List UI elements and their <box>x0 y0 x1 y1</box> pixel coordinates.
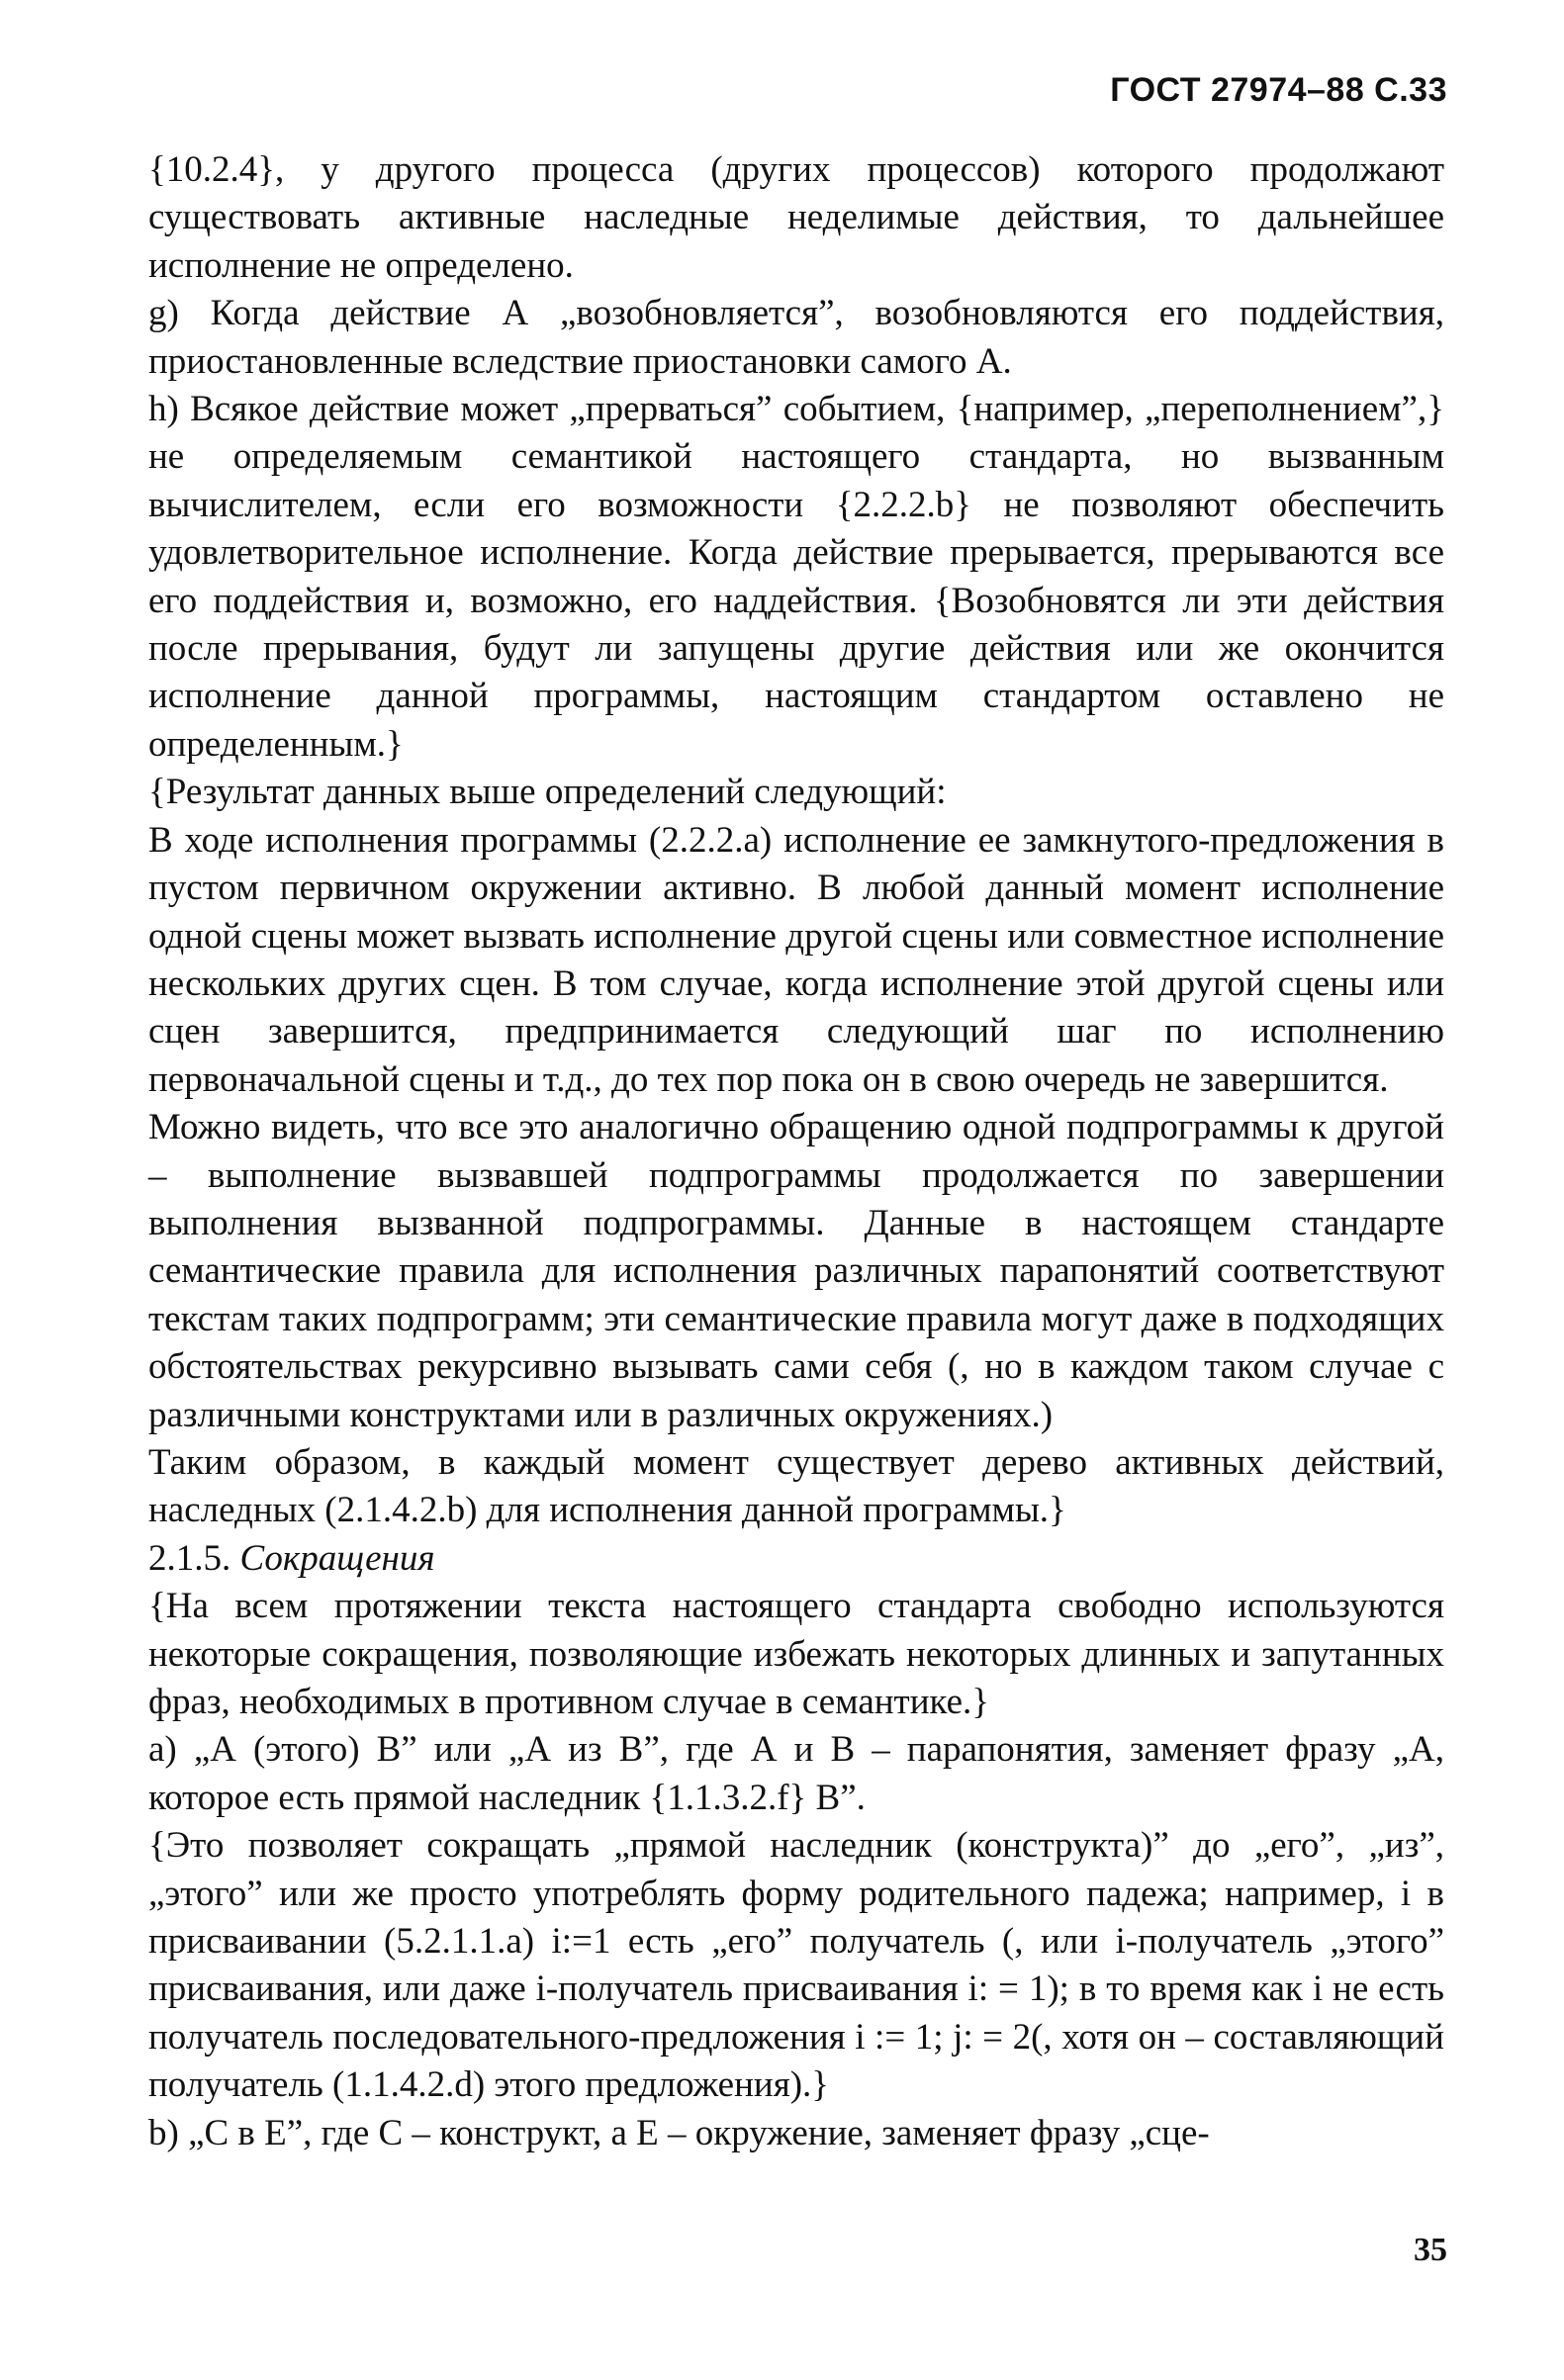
section-heading <box>148 1535 1444 1583</box>
paragraph: {10.2.4}, у другого процесса (других процессов) которого продолжают существовать активные наследные неделимые действия, то дальнейшее исполнение не определено. <box>148 149 1444 286</box>
paragraph: {На всем протяжении текста настоящего стандарта свободно используются некоторые сокращения, позволяющие избежать некоторых длинных и запутанных фраз, необходимых в противном случае в семантике.} <box>148 1586 1444 1722</box>
section-number: 2.1.5. <box>148 1537 231 1579</box>
body-text <box>148 146 1444 2157</box>
page-header: ГОСТ 27974–88 С.33 <box>1110 71 1447 109</box>
paragraph: {Результат данных выше определений следующий: <box>148 772 947 813</box>
paragraph: Можно видеть, что все это аналогично обращению одной подпрограммы к другой – выполнение вызвавшей подпрограммы продолжается по завершении выполнения вызванной подпрограммы. Данные в настоящем стандарте семантические правила для исполнения различных парапонятий соответствуют текстам таких подпрограмм; эти семантические правила могут даже в подходящих обстоятельствах рекурсивно вызывать сами себя (, но в каждом таком случае с различными конструктами или в различных окружениях.) <box>148 1107 1444 1435</box>
paragraph: В ходе исполнения программы (2.2.2.a) исполнение ее замкнутого-предложения в пустом первичном окружении активно. В любой данный момент исполнение одной сцены может вызвать исполнение другой сцены или совместное исполнение нескольких других сцен. В том случае, когда исполнение этой другой сцены или сцен завершится, предпринимается следующий шаг по исполнению первоначальной сцены и т.д., до тех пор пока он в свою очередь не завершится. <box>148 819 1444 1100</box>
paragraph: {Это позволяет сокращать „прямой наследник (конструкта)” до „его”, „из”, „этого” или же просто употреблять форму родительного падежа; например, i в присваивании (5.2.1.1.a) i:=1 есть „его” получатель (, или i-получатель „этого” присваивания, или даже i-получатель присваивания i: = 1); в то время как i не есть получатель последовательного-предложения i := 1; j: = 2(, хотя он – составляющий получатель (1.1.4.2.d) этого предложения).} <box>148 1825 1444 2106</box>
paragraph: g) Когда действие А „возобновляется”, возобновляются его поддействия, приостановленные вследствие приостановки самого А. <box>148 293 1444 382</box>
paragraph: a) „А (этого) В” или „А из В”, где А и В – парапонятия, заменяет фразу „А, которое есть прямой наследник {1.1.3.2.f} В”. <box>148 1729 1444 1818</box>
paragraph: Таким образом, в каждый момент существует дерево активных действий, наследных (2.1.4.2.b) для исполнения данной программы.} <box>148 1441 1444 1531</box>
section-title: Сокращения <box>239 1537 435 1579</box>
page-number: 35 <box>1414 2232 1447 2268</box>
paragraph: h) Всякое действие может „прерваться” событием, {например, „переполнением”,} не определяемым семантикой настоящего стандарта, но вызванным вычислителем, если его возможности {2.2.2.b} не позволяют обеспечить удовлетворительное исполнение. Когда действие прерывается, прерываются все его поддействия и, возможно, его наддействия. {Возобновятся ли эти действия после прерывания, будут ли запущены другие действия или же окончится исполнение данной программы, настоящим стандартом оставлено не определенным.} <box>148 389 1444 765</box>
paragraph: b) „С в Е”, где С – конструкт, а Е – окружение, заменяет фразу „сце- <box>148 2112 1210 2153</box>
